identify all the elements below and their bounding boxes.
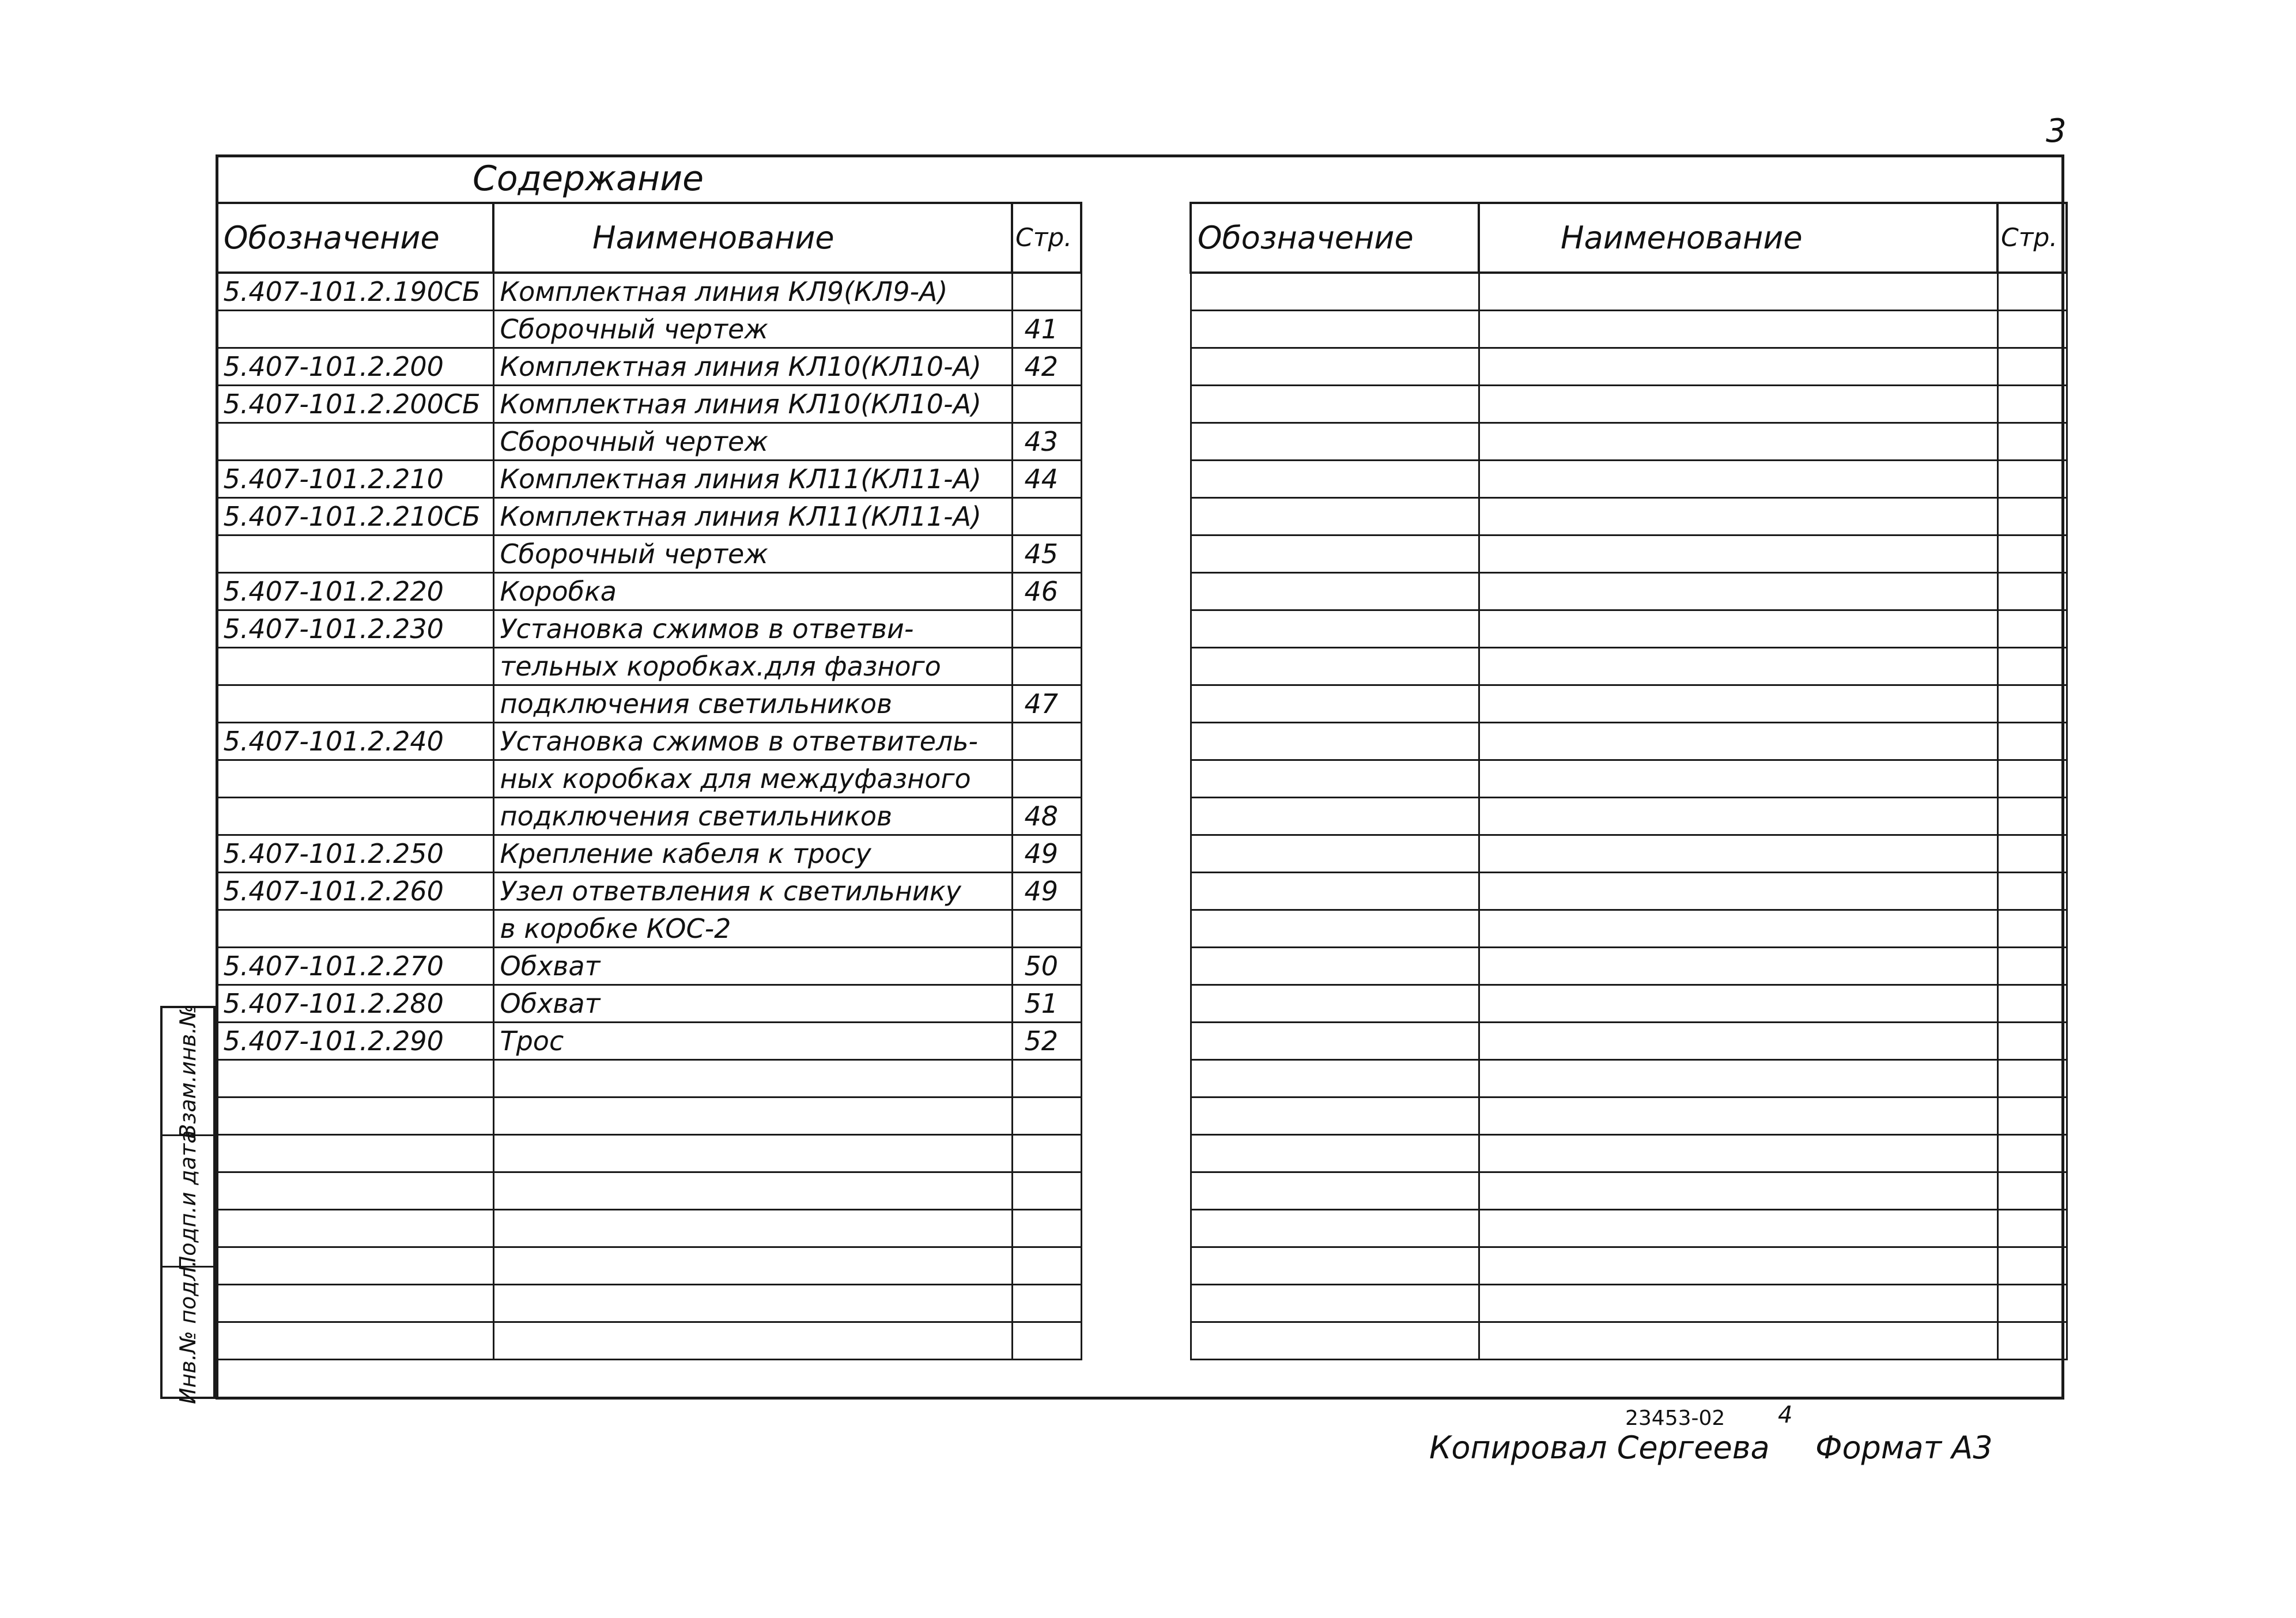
row-page: 44 bbox=[1012, 461, 1081, 498]
table-row bbox=[217, 723, 1081, 760]
row-name: подключения светильников bbox=[493, 685, 1012, 723]
stamp-cell-replacement-inv bbox=[163, 1004, 213, 1139]
row-designation: 5.407-101.2.200 bbox=[217, 348, 493, 386]
table-row bbox=[1191, 386, 2067, 423]
row-page bbox=[1012, 386, 1081, 423]
stamp-cell-original-inv bbox=[163, 1259, 213, 1405]
stamp-cell-signature-date bbox=[163, 1130, 213, 1272]
row-page bbox=[1997, 498, 2067, 535]
row-designation bbox=[217, 1060, 493, 1097]
row-designation bbox=[1191, 798, 1479, 835]
row-designation bbox=[217, 798, 493, 835]
row-name bbox=[1479, 798, 1997, 835]
table-row bbox=[217, 1285, 1081, 1322]
table-row bbox=[217, 873, 1081, 910]
row-name bbox=[1479, 498, 1997, 535]
row-designation bbox=[1191, 311, 1479, 348]
row-page: 41 bbox=[1012, 311, 1081, 348]
row-name: Установка сжимов в ответвитель- bbox=[493, 723, 1012, 760]
table-row bbox=[1191, 348, 2067, 386]
row-name bbox=[1479, 1172, 1997, 1210]
table-header-row bbox=[1191, 203, 2067, 273]
row-designation bbox=[217, 1172, 493, 1210]
row-name bbox=[1479, 835, 1997, 873]
row-designation bbox=[1191, 535, 1479, 573]
row-name bbox=[493, 1060, 1012, 1097]
row-page bbox=[1997, 910, 2067, 948]
row-designation bbox=[217, 1322, 493, 1360]
row-name bbox=[1479, 985, 1997, 1023]
header-designation: Обозначение bbox=[217, 203, 493, 273]
table-row bbox=[1191, 1135, 2067, 1172]
row-designation bbox=[1191, 348, 1479, 386]
row-page bbox=[1997, 423, 2067, 461]
table-row bbox=[1191, 685, 2067, 723]
toc-title: Содержание bbox=[473, 159, 704, 199]
row-name bbox=[1479, 910, 1997, 948]
row-designation bbox=[1191, 1023, 1479, 1060]
table-row bbox=[217, 1023, 1081, 1060]
row-designation bbox=[1191, 873, 1479, 910]
row-page bbox=[1997, 1322, 2067, 1360]
row-page bbox=[1012, 1322, 1081, 1360]
row-designation bbox=[1191, 760, 1479, 798]
row-page bbox=[1997, 1285, 2067, 1322]
row-name: Трос bbox=[493, 1023, 1012, 1060]
row-page bbox=[1997, 1023, 2067, 1060]
row-name bbox=[493, 1172, 1012, 1210]
table-row bbox=[1191, 273, 2067, 311]
row-page: 48 bbox=[1012, 798, 1081, 835]
row-designation: 5.407-101.2.250 bbox=[217, 835, 493, 873]
row-name: в коробке КОС-2 bbox=[493, 910, 1012, 948]
row-designation bbox=[1191, 648, 1479, 685]
row-name: Обхват bbox=[493, 948, 1012, 985]
row-page bbox=[1997, 835, 2067, 873]
row-designation: 5.407-101.2.200СБ bbox=[217, 386, 493, 423]
table-row bbox=[1191, 985, 2067, 1023]
row-designation bbox=[1191, 685, 1479, 723]
row-name: Сборочный чертеж bbox=[493, 423, 1012, 461]
table-row bbox=[217, 835, 1081, 873]
row-designation bbox=[1191, 985, 1479, 1023]
row-designation bbox=[217, 648, 493, 685]
toc-body-left bbox=[217, 273, 1081, 1360]
row-page bbox=[1012, 760, 1081, 798]
row-designation bbox=[217, 535, 493, 573]
row-page bbox=[1997, 760, 2067, 798]
row-name bbox=[1479, 1285, 1997, 1322]
table-row bbox=[217, 386, 1081, 423]
stamp-label: Взам.инв.№ bbox=[175, 1004, 201, 1139]
row-page bbox=[1997, 311, 2067, 348]
row-page bbox=[1997, 798, 2067, 835]
row-page: 51 bbox=[1012, 985, 1081, 1023]
row-designation bbox=[1191, 1285, 1479, 1322]
toc-table-left bbox=[216, 202, 1082, 1360]
row-name bbox=[1479, 948, 1997, 985]
row-name bbox=[1479, 573, 1997, 610]
row-designation bbox=[217, 311, 493, 348]
sheet-number: 3 bbox=[2046, 112, 2067, 150]
row-name: Сборочный чертеж bbox=[493, 311, 1012, 348]
row-name bbox=[1479, 873, 1997, 910]
table-row bbox=[217, 1172, 1081, 1210]
row-page bbox=[1997, 873, 2067, 910]
table-row bbox=[1191, 498, 2067, 535]
row-name bbox=[1479, 648, 1997, 685]
row-name bbox=[1479, 1135, 1997, 1172]
row-name: Обхват bbox=[493, 985, 1012, 1023]
row-designation bbox=[1191, 1210, 1479, 1247]
table-row bbox=[1191, 1097, 2067, 1135]
row-name bbox=[1479, 723, 1997, 760]
table-row bbox=[217, 498, 1081, 535]
row-designation bbox=[1191, 573, 1479, 610]
row-designation bbox=[217, 1097, 493, 1135]
row-page bbox=[1997, 648, 2067, 685]
table-row bbox=[1191, 648, 2067, 685]
row-name: Комплектная линия КЛ11(КЛ11-А) bbox=[493, 461, 1012, 498]
header-name: Наименование bbox=[1479, 203, 1997, 273]
row-designation bbox=[217, 760, 493, 798]
table-row bbox=[1191, 610, 2067, 648]
row-page bbox=[1012, 1097, 1081, 1135]
row-designation: 5.407-101.2.210СБ bbox=[217, 498, 493, 535]
row-name: Комплектная линия КЛ11(КЛ11-А) bbox=[493, 498, 1012, 535]
row-name bbox=[1479, 535, 1997, 573]
table-row bbox=[217, 461, 1081, 498]
row-name bbox=[1479, 685, 1997, 723]
table-row bbox=[1191, 423, 2067, 461]
row-page bbox=[1997, 610, 2067, 648]
table-row bbox=[217, 348, 1081, 386]
table-row bbox=[1191, 798, 2067, 835]
row-page bbox=[1997, 461, 2067, 498]
row-name: Установка сжимов в ответви- bbox=[493, 610, 1012, 648]
row-designation: 5.407-101.2.290 bbox=[217, 1023, 493, 1060]
table-row bbox=[1191, 573, 2067, 610]
row-designation bbox=[1191, 1247, 1479, 1285]
row-name: Узел ответвления к светильнику bbox=[493, 873, 1012, 910]
row-designation bbox=[1191, 910, 1479, 948]
row-page bbox=[1012, 723, 1081, 760]
row-name: ных коробках для междуфазного bbox=[493, 760, 1012, 798]
table-row bbox=[217, 1247, 1081, 1285]
row-page bbox=[1012, 910, 1081, 948]
header-page: Стр. bbox=[1012, 203, 1081, 273]
table-row bbox=[1191, 723, 2067, 760]
row-page bbox=[1997, 386, 2067, 423]
document-code: 23453-02 bbox=[1625, 1406, 1725, 1430]
row-name bbox=[1479, 1247, 1997, 1285]
table-row bbox=[217, 985, 1081, 1023]
table-row bbox=[217, 648, 1081, 685]
row-designation bbox=[1191, 273, 1479, 311]
row-designation bbox=[217, 423, 493, 461]
table-row bbox=[1191, 1060, 2067, 1097]
row-designation: 5.407-101.2.220 bbox=[217, 573, 493, 610]
row-page bbox=[1012, 610, 1081, 648]
table-row bbox=[1191, 835, 2067, 873]
row-designation bbox=[217, 1285, 493, 1322]
row-name: Крепление кабеля к тросу bbox=[493, 835, 1012, 873]
row-page bbox=[1997, 948, 2067, 985]
table-row bbox=[1191, 311, 2067, 348]
row-designation bbox=[217, 1210, 493, 1247]
row-name bbox=[1479, 1210, 1997, 1247]
table-row bbox=[217, 1060, 1081, 1097]
row-designation bbox=[1191, 386, 1479, 423]
row-designation: 5.407-101.2.260 bbox=[217, 873, 493, 910]
row-name bbox=[1479, 1322, 1997, 1360]
table-row bbox=[217, 610, 1081, 648]
row-page: 42 bbox=[1012, 348, 1081, 386]
row-name bbox=[493, 1210, 1012, 1247]
row-designation: 5.407-101.2.210 bbox=[217, 461, 493, 498]
row-name: Сборочный чертеж bbox=[493, 535, 1012, 573]
table-row bbox=[217, 910, 1081, 948]
table-row bbox=[217, 273, 1081, 311]
side-stamp bbox=[160, 1004, 216, 1405]
table-row bbox=[217, 1097, 1081, 1135]
table-row bbox=[1191, 461, 2067, 498]
row-page bbox=[1997, 1135, 2067, 1172]
row-name bbox=[1479, 760, 1997, 798]
row-name bbox=[1479, 1097, 1997, 1135]
row-page bbox=[1997, 985, 2067, 1023]
row-name: Комплектная линия КЛ10(КЛ10-А) bbox=[493, 386, 1012, 423]
row-page bbox=[1997, 573, 2067, 610]
row-designation bbox=[1191, 1060, 1479, 1097]
table-row bbox=[217, 1135, 1081, 1172]
row-designation: 5.407-101.2.270 bbox=[217, 948, 493, 985]
row-page bbox=[1997, 348, 2067, 386]
table-header-row bbox=[217, 203, 1081, 273]
row-name: Комплектная линия КЛ10(КЛ10-А) bbox=[493, 348, 1012, 386]
footer-sheet-number: 4 bbox=[1778, 1402, 1793, 1428]
row-designation bbox=[1191, 723, 1479, 760]
row-designation bbox=[1191, 1322, 1479, 1360]
stamp-label: Инв.№ подл. bbox=[175, 1259, 201, 1405]
row-page bbox=[1012, 648, 1081, 685]
row-page: 46 bbox=[1012, 573, 1081, 610]
row-name bbox=[493, 1322, 1012, 1360]
row-page bbox=[1012, 1060, 1081, 1097]
row-name bbox=[1479, 1060, 1997, 1097]
row-name bbox=[1479, 348, 1997, 386]
row-page: 49 bbox=[1012, 873, 1081, 910]
row-page: 45 bbox=[1012, 535, 1081, 573]
table-row bbox=[217, 1322, 1081, 1360]
row-designation: 5.407-101.2.190СБ bbox=[217, 273, 493, 311]
row-name bbox=[1479, 461, 1997, 498]
row-page bbox=[1997, 1060, 2067, 1097]
header-designation: Обозначение bbox=[1191, 203, 1479, 273]
row-name bbox=[493, 1285, 1012, 1322]
table-row bbox=[1191, 535, 2067, 573]
row-page bbox=[1012, 1172, 1081, 1210]
header-name: Наименование bbox=[493, 203, 1012, 273]
row-designation bbox=[1191, 423, 1479, 461]
row-page bbox=[1997, 723, 2067, 760]
row-designation bbox=[1191, 1097, 1479, 1135]
row-page: 47 bbox=[1012, 685, 1081, 723]
row-name bbox=[1479, 386, 1997, 423]
table-row bbox=[1191, 1285, 2067, 1322]
row-designation bbox=[217, 1247, 493, 1285]
row-page bbox=[1997, 1210, 2067, 1247]
row-name: Комплектная линия КЛ9(КЛ9-А) bbox=[493, 273, 1012, 311]
table-row bbox=[217, 1210, 1081, 1247]
row-page bbox=[1012, 1135, 1081, 1172]
row-page: 50 bbox=[1012, 948, 1081, 985]
row-designation bbox=[1191, 948, 1479, 985]
table-row bbox=[1191, 1172, 2067, 1210]
table-row bbox=[1191, 1247, 2067, 1285]
row-name: подключения светильников bbox=[493, 798, 1012, 835]
row-page bbox=[1997, 535, 2067, 573]
row-designation bbox=[217, 910, 493, 948]
copied-by: Копировал Сергеева bbox=[1429, 1430, 1770, 1466]
table-row bbox=[1191, 873, 2067, 910]
table-row bbox=[1191, 760, 2067, 798]
row-page bbox=[1012, 1285, 1081, 1322]
row-page bbox=[1012, 498, 1081, 535]
row-name bbox=[493, 1097, 1012, 1135]
table-row bbox=[217, 311, 1081, 348]
row-name bbox=[1479, 311, 1997, 348]
paper-format: Формат А3 bbox=[1815, 1430, 1993, 1466]
row-name bbox=[1479, 1023, 1997, 1060]
table-row bbox=[217, 798, 1081, 835]
row-page bbox=[1012, 273, 1081, 311]
row-name bbox=[1479, 273, 1997, 311]
table-row bbox=[1191, 1322, 2067, 1360]
row-name bbox=[1479, 610, 1997, 648]
row-page bbox=[1997, 1172, 2067, 1210]
row-designation: 5.407-101.2.230 bbox=[217, 610, 493, 648]
toc-table-right bbox=[1189, 202, 2068, 1360]
row-page bbox=[1997, 685, 2067, 723]
row-designation bbox=[1191, 1172, 1479, 1210]
row-page: 49 bbox=[1012, 835, 1081, 873]
row-page bbox=[1997, 1247, 2067, 1285]
row-name bbox=[493, 1135, 1012, 1172]
row-designation bbox=[1191, 835, 1479, 873]
table-row bbox=[1191, 1210, 2067, 1247]
row-designation: 5.407-101.2.280 bbox=[217, 985, 493, 1023]
table-row bbox=[1191, 1023, 2067, 1060]
row-page bbox=[1997, 1097, 2067, 1135]
table-row bbox=[217, 573, 1081, 610]
toc-body-right bbox=[1191, 273, 2067, 1360]
row-page bbox=[1012, 1247, 1081, 1285]
row-name: тельных коробках.для фазного bbox=[493, 648, 1012, 685]
table-row bbox=[217, 760, 1081, 798]
row-designation bbox=[217, 685, 493, 723]
table-row bbox=[1191, 910, 2067, 948]
row-page: 52 bbox=[1012, 1023, 1081, 1060]
header-page: Стр. bbox=[1997, 203, 2067, 273]
row-designation bbox=[1191, 461, 1479, 498]
table-row bbox=[217, 948, 1081, 985]
row-designation bbox=[217, 1135, 493, 1172]
table-row bbox=[1191, 948, 2067, 985]
row-page: 43 bbox=[1012, 423, 1081, 461]
table-row bbox=[217, 535, 1081, 573]
row-name: Коробка bbox=[493, 573, 1012, 610]
row-designation bbox=[1191, 498, 1479, 535]
row-name bbox=[493, 1247, 1012, 1285]
row-designation: 5.407-101.2.240 bbox=[217, 723, 493, 760]
row-designation bbox=[1191, 1135, 1479, 1172]
row-name bbox=[1479, 423, 1997, 461]
table-row bbox=[217, 423, 1081, 461]
table-row bbox=[217, 685, 1081, 723]
row-designation bbox=[1191, 610, 1479, 648]
stamp-label: Подп.и дата bbox=[175, 1130, 201, 1272]
row-page bbox=[1012, 1210, 1081, 1247]
row-page bbox=[1997, 273, 2067, 311]
